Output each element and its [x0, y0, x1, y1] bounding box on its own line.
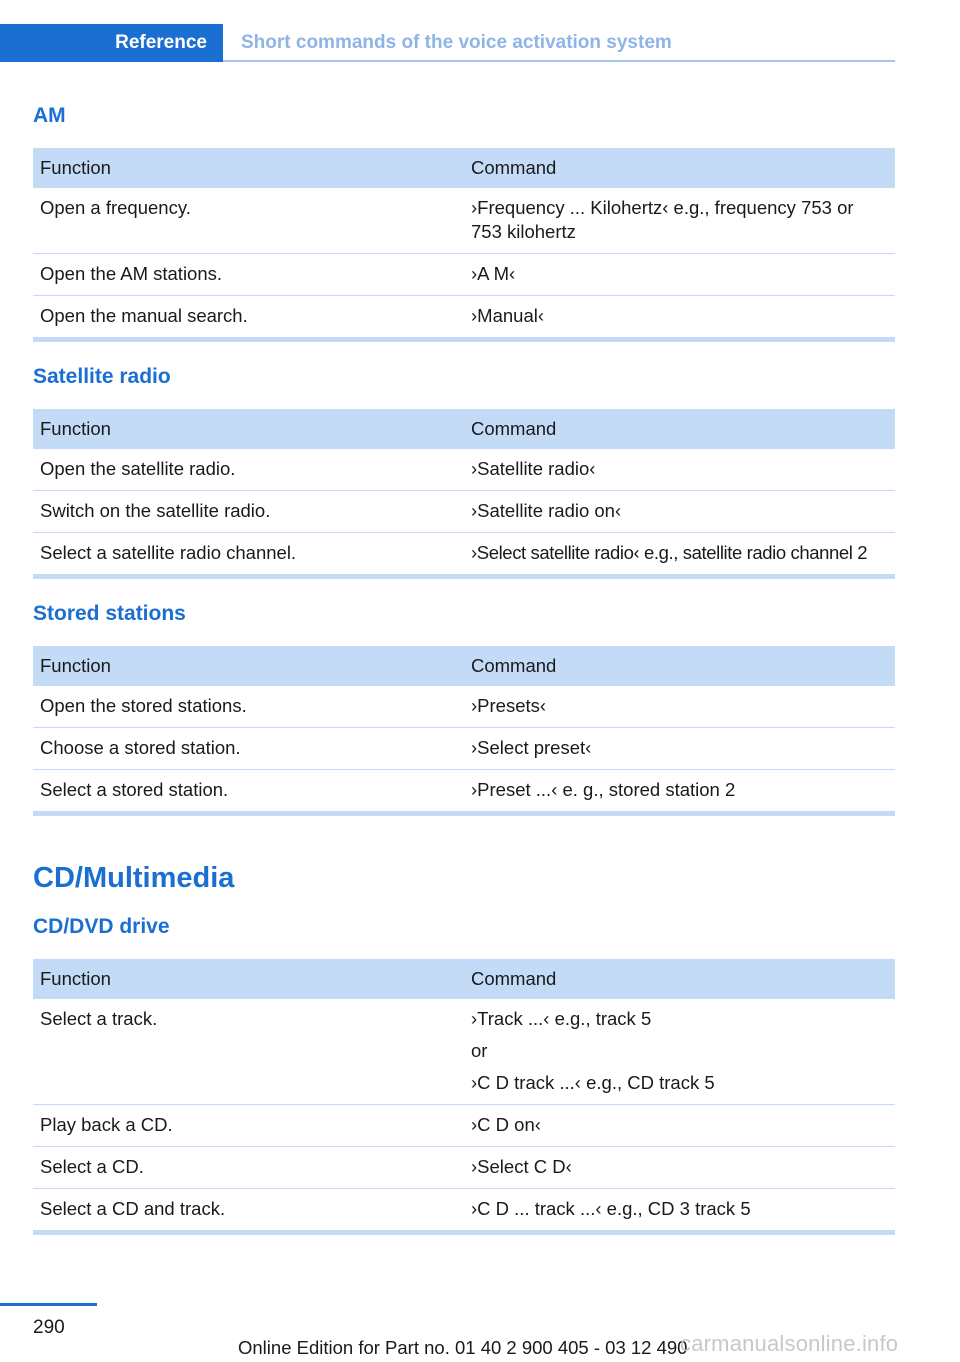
command-text: ›Satellite radio‹ [471, 458, 596, 479]
command-cell [464, 728, 895, 770]
command-text: ›Select satellite radio‹ e.g., satellite radio channel 2 [471, 542, 868, 563]
column-header-function: Function [40, 968, 111, 989]
command-text: ›C D on‹ [471, 1114, 541, 1135]
command-cell [464, 188, 895, 254]
function-cell: Select a satellite radio channel. [40, 542, 297, 563]
command-text: ›A M‹ [471, 263, 516, 284]
watermark: carmanualsonline.info [680, 1331, 899, 1356]
table-row [33, 1105, 895, 1147]
function-cell: Open the satellite radio. [33, 449, 464, 491]
command-text: ›Presets‹ [471, 695, 547, 716]
command-cell [464, 254, 895, 296]
table-header-row [33, 959, 895, 999]
command-text: ›Manual‹ [471, 305, 544, 326]
command-text: ›Satellite radio on‹ [471, 500, 622, 521]
table-row [33, 491, 895, 533]
table-row [33, 533, 895, 575]
function-cell: Select a stored station. [40, 779, 229, 800]
command-text: ›Select C D‹ [471, 1156, 572, 1177]
function-cell: Select a CD and track. [40, 1198, 226, 1219]
header-title: Short commands of the voice activation system [241, 32, 672, 53]
table-row [33, 449, 895, 491]
command-table-cd-dvd-drive [33, 959, 895, 1230]
command-table-stored-stations [33, 646, 895, 811]
command-cell [464, 491, 895, 533]
command-cell [464, 296, 895, 338]
column-header-command: Command [471, 655, 557, 676]
page-number: 290 [33, 1317, 65, 1338]
command-cell [464, 1147, 895, 1189]
command-text: ›Frequency ... Kilohertz‹ e.g., frequency 753 or 753 kilohertz [471, 197, 854, 242]
function-cell: Select a CD. [33, 1147, 464, 1189]
header-rule [223, 60, 895, 62]
column-header-command: Command [471, 157, 557, 178]
function-cell: Choose a stored station. [33, 728, 464, 770]
section-heading-satellite-radio: Satellite radio [33, 365, 171, 388]
column-header-command: Command [471, 418, 557, 439]
command-text: ›C D track ...‹ e.g., CD track 5 [471, 1072, 715, 1093]
table-row [33, 999, 895, 1105]
function-cell: Open a frequency. [33, 188, 464, 254]
command-table-am [33, 148, 895, 337]
section-heading-am: AM [33, 104, 66, 127]
command-text: ›Select preset‹ [471, 737, 592, 758]
page-content [33, 99, 895, 1235]
table-header-row [33, 646, 895, 686]
table-row [33, 1147, 895, 1189]
table-row [33, 296, 895, 338]
edition-text: Online Edition for Part no. 01 40 2 900 405 - 03 12 490 [238, 1337, 688, 1358]
table-row [33, 1189, 895, 1231]
command-cell [464, 999, 895, 1105]
column-header-function: Function [40, 655, 111, 676]
command-cell [464, 686, 895, 728]
function-cell: Play back a CD. [33, 1105, 464, 1147]
column-header-function: Function [40, 157, 111, 178]
command-text: ›Preset ...‹ e. g., stored station 2 [471, 779, 736, 800]
command-text: ›Track ...‹ e.g., track 5 [471, 1008, 652, 1029]
function-cell: Switch on the satellite radio. [33, 491, 464, 533]
footer-rule [0, 1303, 97, 1306]
table-row [33, 188, 895, 254]
command-cell [464, 770, 895, 812]
section-heading-stored-stations: Stored stations [33, 602, 186, 625]
table-row [33, 770, 895, 812]
column-header-command: Command [471, 968, 557, 989]
table-end-rule [33, 1230, 895, 1235]
header-section-label: Reference [115, 32, 207, 53]
command-cell [464, 449, 895, 491]
table-row [33, 686, 895, 728]
column-header-function: Function [40, 418, 111, 439]
chapter-heading-cd-multimedia: CD/Multimedia [33, 862, 235, 894]
command-cell [464, 533, 895, 575]
table-header-row [33, 148, 895, 188]
table-row [33, 254, 895, 296]
table-header-row [33, 409, 895, 449]
command-text: ›C D ... track ...‹ e.g., CD 3 track 5 [471, 1198, 751, 1219]
command-cell [464, 1189, 895, 1231]
function-cell: Select a track. [33, 999, 464, 1105]
function-cell: Open the stored stations. [33, 686, 464, 728]
function-cell: Open the AM stations. [33, 254, 464, 296]
function-cell: Open the manual search. [40, 305, 248, 326]
command-cell [464, 1105, 895, 1147]
table-row [33, 728, 895, 770]
command-text: or [471, 1040, 488, 1061]
command-table-satellite-radio [33, 409, 895, 574]
section-heading-cd-dvd-drive: CD/DVD drive [33, 915, 170, 938]
